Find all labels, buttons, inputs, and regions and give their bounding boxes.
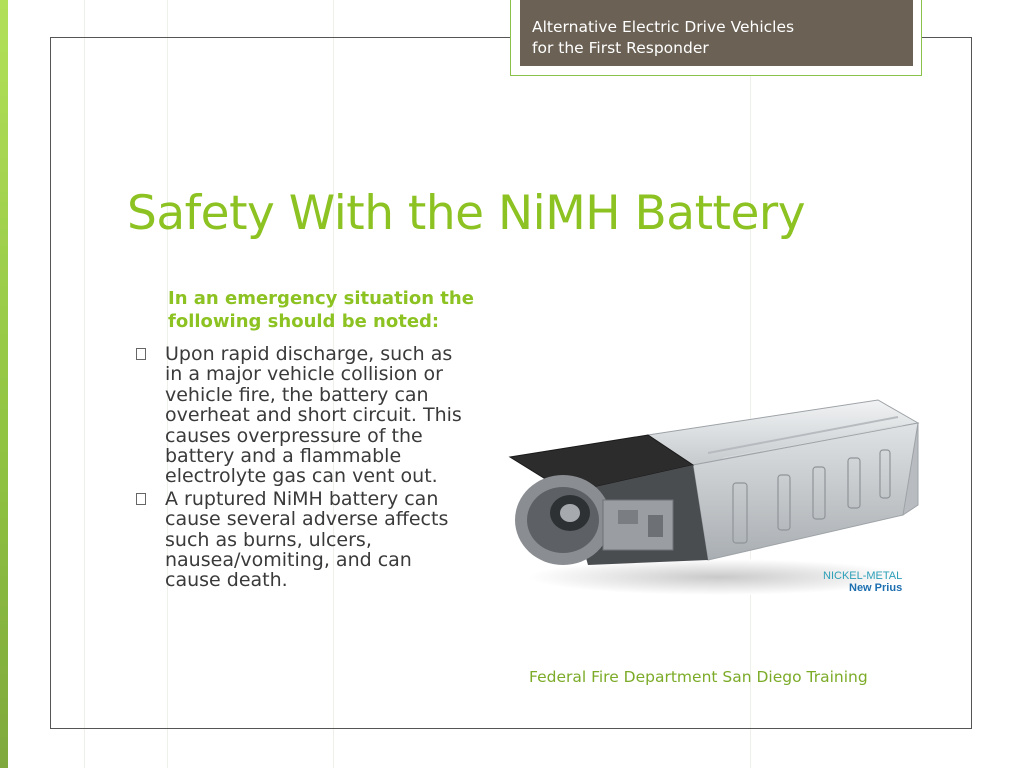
bullet-line: A ruptured NiMH battery can bbox=[165, 487, 439, 510]
bullet-line: causes overpressure of the bbox=[165, 424, 423, 447]
lead-line-2: following should be noted: bbox=[168, 311, 440, 332]
lead-line-1: In an emergency situation the bbox=[168, 288, 474, 309]
image-label-line-1: NICKEL-METAL bbox=[823, 570, 903, 582]
header-box bbox=[510, 0, 922, 76]
left-accent-bar bbox=[0, 0, 8, 768]
bullet-item bbox=[130, 489, 500, 591]
bullet-line: cause several adverse affects bbox=[165, 508, 449, 531]
bullet-marker-icon bbox=[136, 348, 146, 360]
bullet-line: such as burns, ulcers, bbox=[165, 528, 372, 551]
lead-text bbox=[168, 287, 508, 333]
bullet-line: Upon rapid discharge, such as bbox=[165, 343, 453, 365]
bullet-line: vehicle fire, the battery can bbox=[165, 383, 429, 406]
header-banner bbox=[520, 0, 913, 66]
bullet-item bbox=[130, 344, 500, 487]
bullet-line: nausea/vomiting, and can bbox=[165, 549, 412, 572]
bullet-line: battery and a flammable bbox=[165, 445, 402, 468]
bullet-line: cause death. bbox=[165, 569, 288, 592]
image-label-line-2: New Prius bbox=[849, 582, 903, 594]
bullet-line: in a major vehicle collision or bbox=[165, 363, 443, 386]
slide-title: Safety With the NiMH Battery bbox=[127, 186, 806, 241]
bullet-line: electrolyte gas can vent out. bbox=[165, 465, 438, 488]
header-line-1: Alternative Electric Drive Vehicles bbox=[532, 18, 795, 36]
header-line-2: for the First Responder bbox=[532, 39, 709, 57]
bullet-list bbox=[130, 344, 500, 593]
nimh-battery-image bbox=[508, 395, 922, 605]
footer-text: Federal Fire Department San Diego Training bbox=[529, 668, 868, 686]
bullet-marker-icon bbox=[136, 493, 146, 505]
bullet-line: overheat and short circuit. This bbox=[165, 404, 462, 427]
header-text bbox=[532, 17, 794, 59]
